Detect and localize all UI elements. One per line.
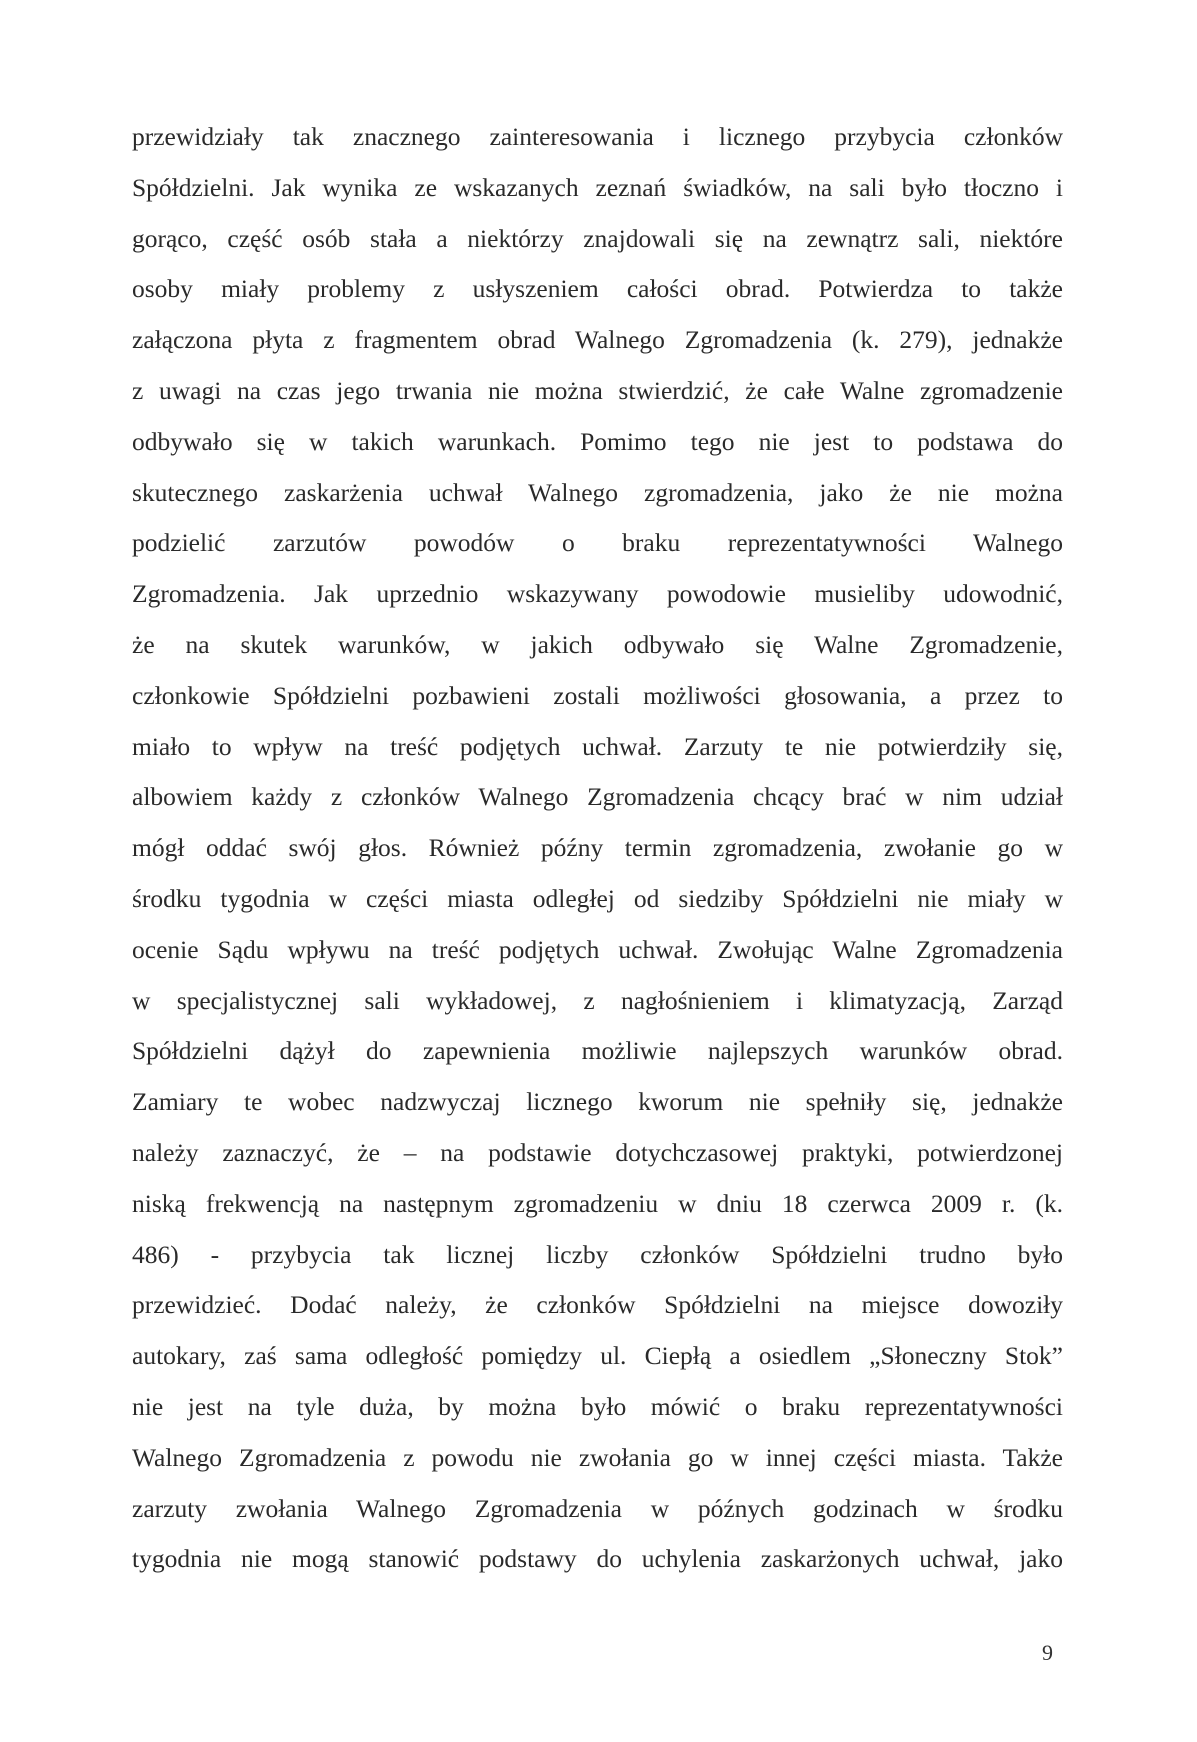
text-line: należy zaznaczyć, że – na podstawie dotychczasowej praktyki, potwierdzonej [132, 1137, 1063, 1167]
text-line: Zgromadzenia. Jak uprzednio wskazywany powodowie musieliby udowodnić, [132, 579, 1063, 609]
text-line: środku tygodnia w części miasta odległej od siedziby Spółdzielni nie miały w [132, 883, 1063, 913]
text-line: nie jest na tyle duża, by można było mówić o braku reprezentatywności [132, 1391, 1063, 1421]
text-line: członkowie Spółdzielni pozbawieni zostali możliwości głosowania, a przez to [132, 680, 1063, 710]
text-line: mógł oddać swój głos. Również późny termin zgromadzenia, zwołanie go w [132, 833, 1063, 863]
body-text [132, 112, 1063, 1585]
text-line: przewidzieć. Dodać należy, że członków Spółdzielni na miejsce dowoziły [132, 1290, 1063, 1320]
text-line: albowiem każdy z członków Walnego Zgromadzenia chcący brać w nim udział [132, 782, 1063, 812]
text-line: że na skutek warunków, w jakich odbywało się Walne Zgromadzenie, [132, 629, 1063, 659]
text-line: Zamiary te wobec nadzwyczaj licznego kworum nie spełniły się, jednakże [132, 1087, 1063, 1117]
text-line: zarzuty zwołania Walnego Zgromadzenia w późnych godzinach w środku [132, 1493, 1063, 1523]
text-line: Spółdzielni dążył do zapewnienia możliwie najlepszych warunków obrad. [132, 1036, 1063, 1066]
text-line: niską frekwencją na następnym zgromadzeniu w dniu 18 czerwca 2009 r. (k. [132, 1188, 1063, 1218]
text-line: miało to wpływ na treść podjętych uchwał. Zarzuty te nie potwierdziły się, [132, 731, 1063, 761]
page-number: 9 [1042, 1640, 1053, 1665]
text-line: z uwagi na czas jego trwania nie można stwierdzić, że całe Walne zgromadzenie [132, 375, 1063, 405]
text-line: tygodnia nie mogą stanowić podstawy do uchylenia zaskarżonych uchwał, jako [132, 1544, 1063, 1574]
text-line: Spółdzielni. Jak wynika ze wskazanych zeznań świadków, na sali było tłoczno i [132, 172, 1063, 202]
text-line: załączona płyta z fragmentem obrad Walnego Zgromadzenia (k. 279), jednakże [132, 325, 1063, 355]
text-line: autokary, zaś sama odległość pomiędzy ul. Ciepłą a osiedlem „Słoneczny Stok” [132, 1341, 1063, 1371]
text-line: skutecznego zaskarżenia uchwał Walnego zgromadzenia, jako że nie można [132, 477, 1063, 507]
text-line: 486) - przybycia tak licznej liczby członków Spółdzielni trudno było [132, 1239, 1063, 1269]
text-line: w specjalistycznej sali wykładowej, z nagłośnieniem i klimatyzacją, Zarząd [132, 985, 1063, 1015]
text-line: podzielić zarzutów powodów o braku reprezentatywności Walnego [132, 528, 1063, 558]
text-line: gorąco, część osób stała a niektórzy znajdowali się na zewnątrz sali, niektóre [132, 223, 1063, 253]
text-line: Walnego Zgromadzenia z powodu nie zwołania go w innej części miasta. Także [132, 1442, 1063, 1472]
text-line: ocenie Sądu wpływu na treść podjętych uchwał. Zwołując Walne Zgromadzenia [132, 934, 1063, 964]
text-line: przewidziały tak znacznego zainteresowania i licznego przybycia członków [132, 122, 1063, 151]
text-line: odbywało się w takich warunkach. Pomimo tego nie jest to podstawa do [132, 426, 1063, 456]
text-line: osoby miały problemy z usłyszeniem całości obrad. Potwierdza to także [132, 274, 1063, 304]
